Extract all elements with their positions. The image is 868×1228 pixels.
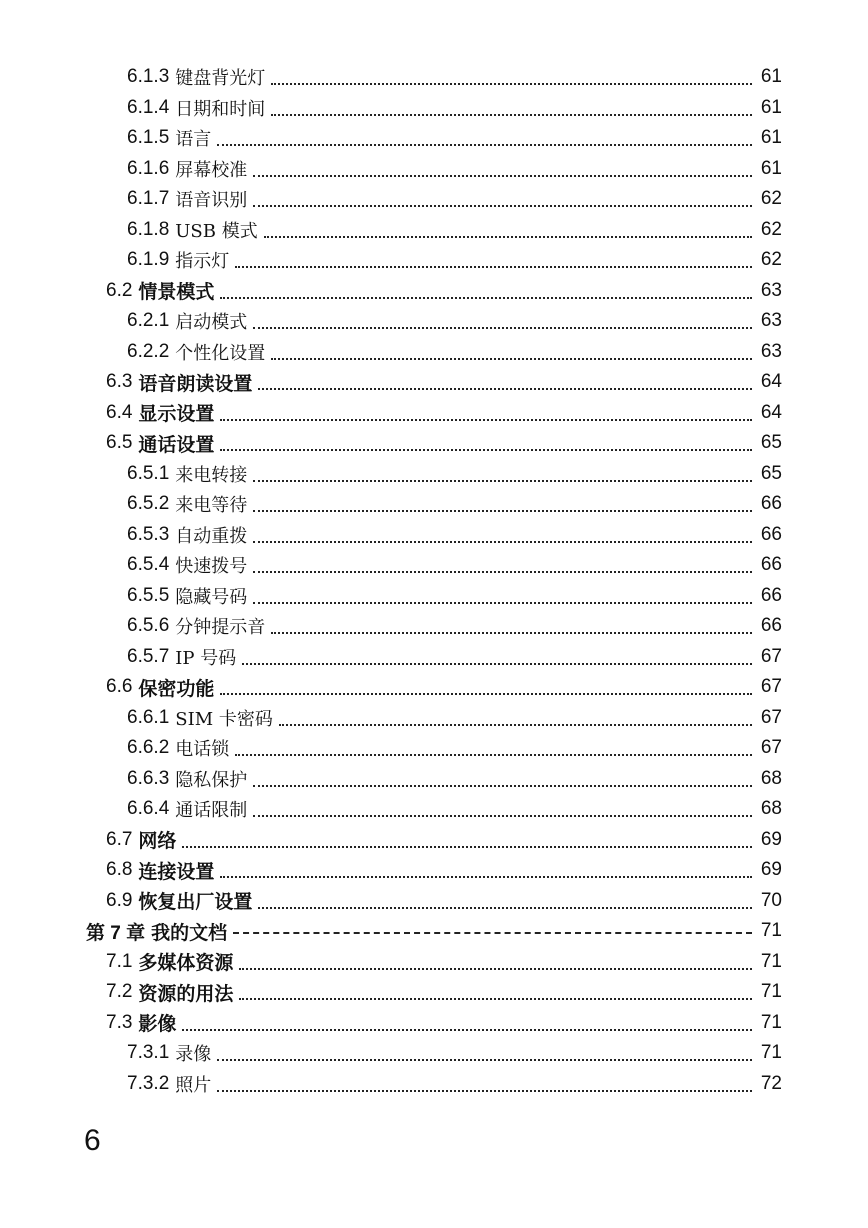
toc-dot-leader: [220, 691, 752, 695]
toc-entry-title: 影像: [138, 1014, 177, 1036]
toc-dot-leader: [253, 569, 752, 573]
toc-entry-number: 6.1.4: [127, 96, 170, 118]
toc-entry[interactable]: [0, 550, 868, 581]
toc-entry-page: 69: [760, 859, 782, 881]
table-of-contents: [0, 62, 868, 1099]
toc-entry-title: 照片: [175, 1074, 212, 1096]
toc-entry-page: 66: [760, 493, 782, 515]
toc-entry[interactable]: [0, 611, 868, 642]
toc-entry-page: 63: [760, 310, 782, 332]
toc-entry-page: 70: [760, 889, 782, 911]
toc-entry-number: 6.6.4: [127, 798, 170, 820]
toc-entry-page: 61: [760, 127, 782, 149]
toc-entry[interactable]: [0, 642, 868, 673]
toc-dot-leader: [220, 417, 752, 421]
toc-entry-number: 6.6: [106, 676, 133, 698]
toc-entry-number: 7.3.1: [127, 1042, 170, 1064]
toc-entry-number: 7.3: [106, 1011, 133, 1033]
toc-entry-number: 6.3: [106, 371, 133, 393]
toc-entry-title: 启动模式: [175, 312, 248, 334]
toc-dot-leader: [235, 264, 752, 268]
toc-dot-leader: [253, 508, 752, 512]
toc-dot-leader: [264, 234, 752, 238]
toc-entry-title: 自动重拨: [175, 525, 248, 547]
toc-dot-leader: [271, 81, 752, 85]
toc-dot-leader: [253, 203, 752, 207]
toc-entry-page: 68: [760, 798, 782, 820]
toc-entry-number: 6.5.6: [127, 615, 170, 637]
toc-entry-number: 6.1.3: [127, 66, 170, 88]
toc-dot-leader: [233, 930, 752, 934]
toc-entry-number: 6.1.9: [127, 249, 170, 271]
toc-entry[interactable]: [0, 398, 868, 429]
toc-entry[interactable]: [0, 184, 868, 215]
toc-entry-page: 64: [760, 401, 782, 423]
toc-entry-number: 6.6.1: [127, 706, 170, 728]
toc-entry[interactable]: [0, 825, 868, 856]
toc-entry[interactable]: [0, 916, 868, 947]
toc-entry-number: 6.6.2: [127, 737, 170, 759]
toc-dot-leader: [220, 447, 752, 451]
toc-dot-leader: [258, 905, 752, 909]
toc-entry-title: 电话锁: [175, 739, 230, 761]
toc-dot-leader: [253, 539, 752, 543]
toc-entry-page: 61: [760, 66, 782, 88]
toc-entry-page: 66: [760, 615, 782, 637]
toc-dot-leader: [239, 966, 752, 970]
toc-entry[interactable]: [0, 459, 868, 490]
toc-entry-title: 语音识别: [175, 190, 248, 212]
toc-dot-leader: [182, 1027, 752, 1031]
toc-entry[interactable]: [0, 672, 868, 703]
toc-entry[interactable]: [0, 581, 868, 612]
toc-entry-page: 71: [760, 1011, 782, 1033]
toc-entry-number: 第 7 章: [86, 922, 146, 944]
toc-entry-title: 个性化设置: [175, 342, 266, 364]
toc-entry-number: 7.2: [106, 981, 133, 1003]
toc-entry-number: 6.7: [106, 828, 133, 850]
toc-entry-number: 6.2.1: [127, 310, 170, 332]
toc-entry-page: 62: [760, 188, 782, 210]
toc-dot-leader: [217, 1057, 752, 1061]
toc-entry-title: SIM 卡密码: [175, 708, 273, 730]
toc-entry-title: 资源的用法: [138, 983, 234, 1005]
toc-entry-page: 67: [760, 676, 782, 698]
toc-entry-page: 71: [760, 950, 782, 972]
toc-entry-number: 6.1.7: [127, 188, 170, 210]
toc-entry-title: 保密功能: [138, 678, 215, 700]
toc-dot-leader: [217, 1088, 752, 1092]
toc-entry-title: IP 号码: [175, 647, 237, 669]
toc-entry-page: 66: [760, 584, 782, 606]
toc-entry-page: 62: [760, 249, 782, 271]
toc-entry-number: 6.6.3: [127, 767, 170, 789]
toc-entry-number: 6.5.1: [127, 462, 170, 484]
toc-entry-page: 72: [760, 1072, 782, 1094]
toc-entry-number: 6.8: [106, 859, 133, 881]
toc-entry[interactable]: [0, 1038, 868, 1069]
toc-entry-title: 连接设置: [138, 861, 215, 883]
toc-entry[interactable]: [0, 337, 868, 368]
toc-dot-leader: [271, 356, 752, 360]
toc-entry-number: 6.5.5: [127, 584, 170, 606]
toc-dot-leader: [217, 142, 752, 146]
toc-entry-title: 语言: [175, 129, 212, 151]
toc-entry[interactable]: [0, 428, 868, 459]
toc-entry-number: 6.9: [106, 889, 133, 911]
toc-entry-title: 显示设置: [138, 404, 215, 426]
toc-entry-page: 61: [760, 157, 782, 179]
toc-entry-number: 6.5.2: [127, 493, 170, 515]
toc-entry-number: 6.1.6: [127, 157, 170, 179]
toc-dot-leader: [271, 112, 752, 116]
toc-entry-title: 恢复出厂设置: [138, 892, 253, 914]
toc-entry-title: USB 模式: [175, 220, 258, 242]
toc-entry-page: 61: [760, 96, 782, 118]
toc-entry-page: 71: [760, 920, 782, 942]
toc-dot-leader: [253, 813, 752, 817]
toc-entry-page: 65: [760, 462, 782, 484]
toc-entry[interactable]: [0, 245, 868, 276]
toc-entry[interactable]: [0, 123, 868, 154]
toc-entry-page: 65: [760, 432, 782, 454]
toc-entry[interactable]: [0, 367, 868, 398]
toc-entry-number: 7.3.2: [127, 1072, 170, 1094]
toc-entry-number: 6.1.5: [127, 127, 170, 149]
toc-dot-leader: [253, 325, 752, 329]
toc-entry-page: 67: [760, 645, 782, 667]
toc-entry-title: 通话设置: [138, 434, 215, 456]
toc-entry-number: 6.2: [106, 279, 133, 301]
toc-entry-title: 指示灯: [175, 251, 230, 273]
toc-entry-title: 来电转接: [175, 464, 248, 486]
toc-entry-title: 分钟提示音: [175, 617, 266, 639]
toc-dot-leader: [253, 783, 752, 787]
toc-entry-number: 6.1.8: [127, 218, 170, 240]
toc-entry-title: 快速拨号: [175, 556, 248, 578]
toc-entry-page: 66: [760, 523, 782, 545]
toc-dot-leader: [182, 844, 752, 848]
toc-entry-page: 66: [760, 554, 782, 576]
toc-entry-number: 7.1: [106, 950, 133, 972]
toc-dot-leader: [220, 295, 752, 299]
toc-entry-page: 62: [760, 218, 782, 240]
toc-dot-leader: [253, 600, 752, 604]
toc-entry-page: 71: [760, 981, 782, 1003]
toc-entry-title: 录像: [175, 1044, 212, 1066]
toc-entry[interactable]: [0, 855, 868, 886]
toc-entry[interactable]: [0, 154, 868, 185]
toc-entry-title: 隐藏号码: [175, 586, 248, 608]
toc-entry-page: 64: [760, 371, 782, 393]
toc-dot-leader: [253, 173, 752, 177]
toc-dot-leader: [220, 874, 752, 878]
toc-entry-title: 隐私保护: [175, 769, 248, 791]
toc-entry-title: 我的文档: [151, 922, 228, 944]
toc-entry[interactable]: [0, 764, 868, 795]
toc-entry-page: 68: [760, 767, 782, 789]
toc-entry[interactable]: [0, 93, 868, 124]
toc-entry-number: 6.5.3: [127, 523, 170, 545]
toc-entry-page: 63: [760, 279, 782, 301]
toc-entry-page: 63: [760, 340, 782, 362]
toc-entry-number: 6.5: [106, 432, 133, 454]
toc-entry-title: 屏幕校准: [175, 159, 248, 181]
toc-entry[interactable]: [0, 733, 868, 764]
toc-entry-page: 67: [760, 706, 782, 728]
toc-entry[interactable]: [0, 977, 868, 1008]
toc-entry-number: 6.4: [106, 401, 133, 423]
toc-entry[interactable]: [0, 886, 868, 917]
toc-entry[interactable]: [0, 306, 868, 337]
toc-entry[interactable]: [0, 947, 868, 978]
toc-entry-title: 网络: [138, 831, 177, 853]
toc-dot-leader: [271, 630, 752, 634]
toc-entry[interactable]: [0, 62, 868, 93]
toc-entry[interactable]: [0, 489, 868, 520]
toc-entry[interactable]: [0, 1069, 868, 1100]
toc-entry-title: 多媒体资源: [138, 953, 234, 975]
toc-dot-leader: [279, 722, 752, 726]
toc-entry-number: 6.2.2: [127, 340, 170, 362]
toc-entry-number: 6.5.7: [127, 645, 170, 667]
toc-entry-title: 来电等待: [175, 495, 248, 517]
toc-entry-page: 69: [760, 828, 782, 850]
toc-entry[interactable]: [0, 703, 868, 734]
toc-entry-title: 情景模式: [138, 282, 215, 304]
toc-entry[interactable]: [0, 276, 868, 307]
toc-entry-title: 日期和时间: [175, 98, 266, 120]
toc-entry-page: 71: [760, 1042, 782, 1064]
toc-dot-leader: [239, 996, 752, 1000]
toc-entry-number: 6.5.4: [127, 554, 170, 576]
toc-dot-leader: [253, 478, 752, 482]
page-number: 6: [84, 1124, 101, 1157]
toc-dot-leader: [258, 386, 752, 390]
toc-entry[interactable]: [0, 520, 868, 551]
toc-entry-title: 通话限制: [175, 800, 248, 822]
toc-entry-title: 键盘背光灯: [175, 68, 266, 90]
toc-dot-leader: [235, 752, 752, 756]
toc-entry[interactable]: [0, 215, 868, 246]
toc-entry[interactable]: [0, 794, 868, 825]
toc-entry-title: 语音朗读设置: [138, 373, 253, 395]
toc-entry-page: 67: [760, 737, 782, 759]
toc-dot-leader: [242, 661, 752, 665]
toc-entry[interactable]: [0, 1008, 868, 1039]
